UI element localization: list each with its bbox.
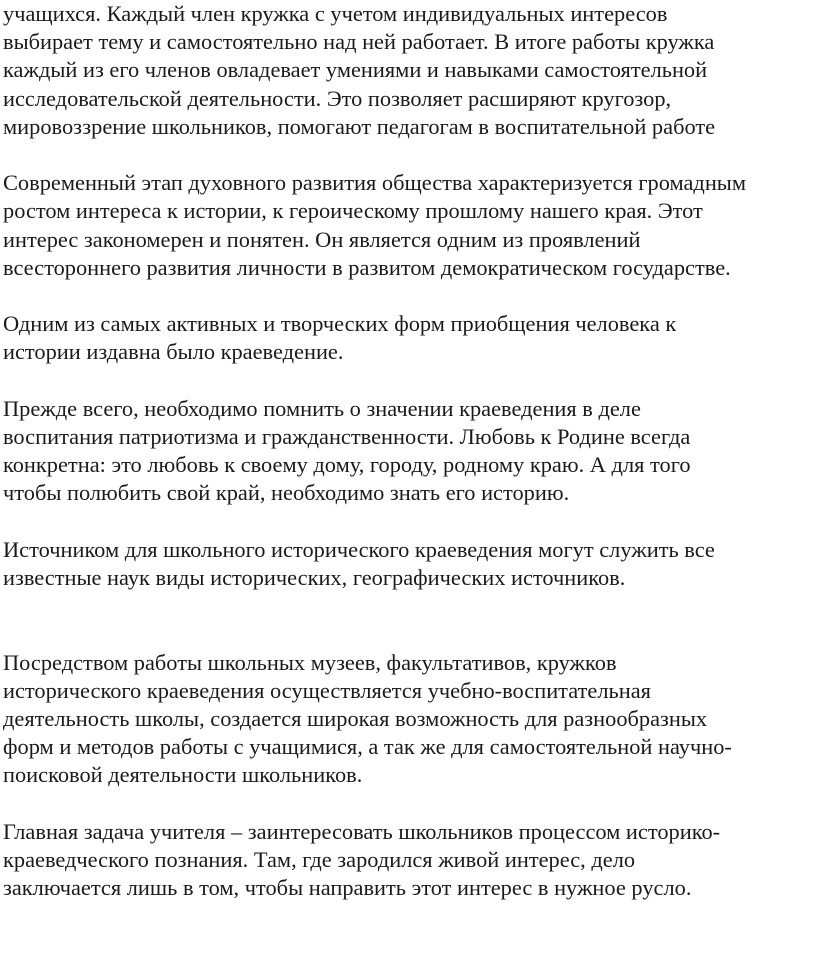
paragraph-3 <box>3 310 816 366</box>
paragraph-spacer <box>3 508 816 536</box>
paragraph-5 <box>3 536 816 592</box>
paragraph-spacer <box>3 367 816 395</box>
text-line: Одним из самых активных и творческих форм приобщения человека к <box>3 311 677 337</box>
paragraph-spacer <box>3 141 816 169</box>
paragraph-1 <box>3 0 816 141</box>
paragraph-spacer <box>3 592 816 648</box>
text-line: всестороннего развития личности в развитом демократическом государстве. <box>3 254 731 280</box>
text-line: чтобы полюбить свой край, необходимо знать его историю. <box>3 480 570 506</box>
paragraph-4 <box>3 395 816 508</box>
text-line: форм и методов работы с учащимися, а так же для самостоятельной научно- <box>3 734 732 760</box>
paragraph-spacer <box>3 790 816 818</box>
text-line: учащихся. Каждый член кружка с учетом индивидуальных интересов <box>3 1 668 26</box>
text-line: Прежде всего, необходимо помнить о значении краеведения в деле <box>3 395 641 421</box>
text-line: Главная задача учителя – заинтересовать школьников процессом историко- <box>3 818 721 844</box>
text-line: истории издавна было краеведение. <box>3 339 344 365</box>
text-line: заключается лишь в том, чтобы направить этот интерес в нужное русло. <box>3 875 692 901</box>
text-line: исследовательской деятельности. Это позволяет расширяют кругозор, <box>3 85 672 111</box>
text-line: ростом интереса к истории, к героическому прошлому нашего края. Этот <box>3 198 703 224</box>
text-line: воспитания патриотизма и гражданственности. Любовь к Родине всегда <box>3 424 691 449</box>
text-line: деятельность школы, создается широкая возможность для разнообразных <box>3 706 708 731</box>
paragraph-6 <box>3 649 816 790</box>
text-line: конкретна: это любовь к своему дому, городу, родному краю. А для того <box>3 452 691 478</box>
paragraph-spacer <box>3 282 816 310</box>
text-line: выбирает тему и самостоятельно над ней работает. В итоге работы кружка <box>3 29 715 55</box>
text-line: Современный этап духовного развития общества характеризуется громадным <box>3 170 747 196</box>
paragraph-7 <box>3 818 816 903</box>
paragraph-2 <box>3 169 816 282</box>
text-line: интерес закономерен и понятен. Он является одним из проявлений <box>3 226 641 252</box>
text-line: мировоззрение школьников, помогают педагогам в воспитательной работе <box>3 113 716 139</box>
text-line: известные наук виды исторических, географических источников. <box>3 565 626 590</box>
text-line: Посредством работы школьных музеев, факультативов, кружков <box>3 649 617 675</box>
text-line: краеведческого познания. Там, где зародился живой интерес, дело <box>3 847 636 872</box>
text-line: исторического краеведения осуществляется учебно-воспитательная <box>3 677 651 703</box>
document-body <box>3 0 816 902</box>
text-line: поисковой деятельности школьников. <box>3 762 363 788</box>
text-line: Источником для школьного исторического краеведения могут служить все <box>3 536 715 562</box>
text-line: каждый из его членов овладевает умениями и навыками самостоятельной <box>3 57 708 83</box>
